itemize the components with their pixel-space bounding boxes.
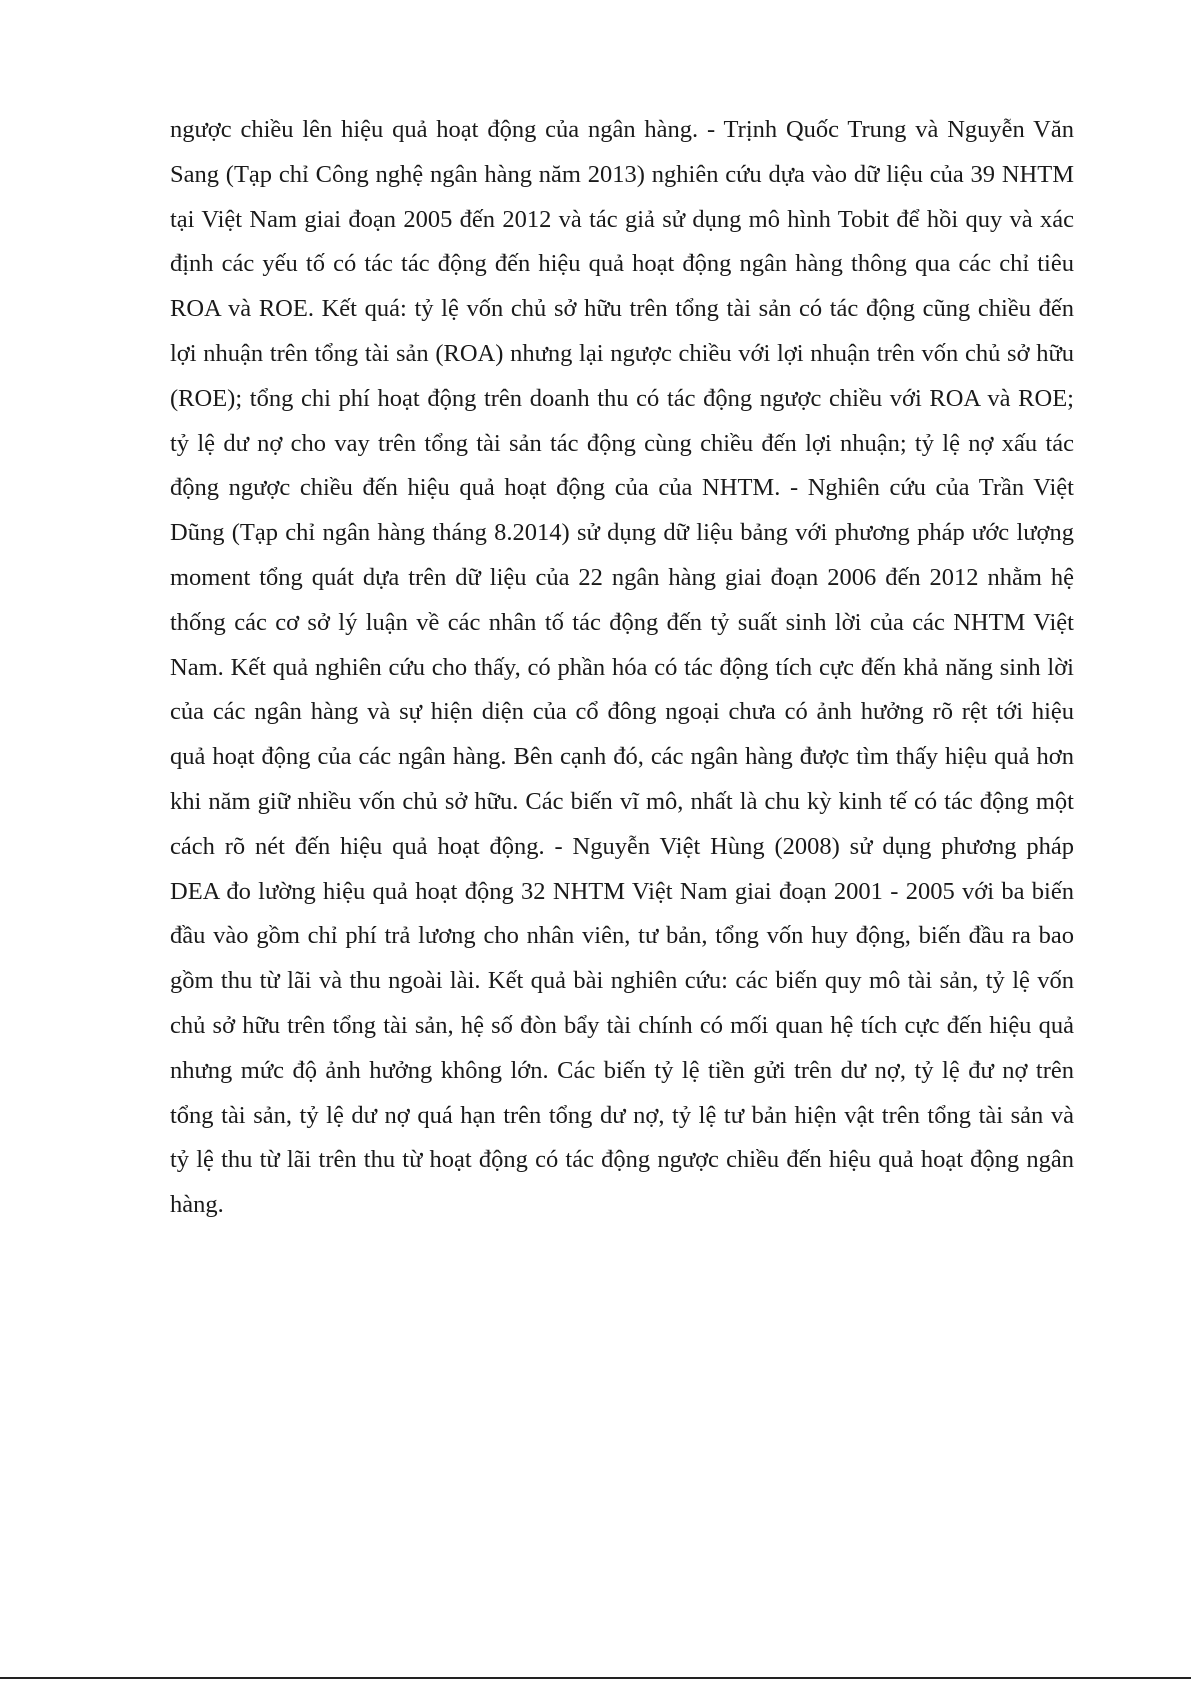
page-bottom-rule <box>0 1677 1191 1679</box>
body-paragraph: ngược chiều lên hiệu quả hoạt động của ngân hàng. - Trịnh Quốc Trung và Nguyễn Văn Sang (Tạp chỉ Công nghệ ngân hàng năm 2013) nghiên cứu dựa vào dữ liệu của 39 NHTM tại Việt Nam giai đoạn 2005 đến 2012 và tác giả sử dụng mô hình Tobit để hồi quy và xác định các yếu tố có tác tác động đến hiệu quả hoạt động ngân hàng thông qua các chỉ tiêu ROA và ROE. Kết quá: tỷ lệ vốn chủ sở hữu trên tổng tài sản có tác động cũng chiều đến lợi nhuận trên tổng tài sản (ROA) nhưng lại ngược chiều với lợi nhuận trên vốn chủ sở hữu (ROE); tổng chi phí hoạt động trên doanh thu có tác động ngược chiều với ROA và ROE; tỷ lệ dư nợ cho vay trên tổng tài sản tác động cùng chiều đến lợi nhuận; tỷ lệ nợ xấu tác động ngược chiều đến hiệu quả hoạt động của của NHTM. - Nghiên cứu của Trần Việt Dũng (Tạp chỉ ngân hàng tháng 8.2014) sử dụng dữ liệu bảng với phương pháp ước lượng moment tổng quát dựa trên dữ liệu của 22 ngân hàng giai đoạn 2006 đến 2012 nhằm hệ thống các cơ sở lý luận về các nhân tố tác động đến tỷ suất sinh lời của các NHTM Việt Nam. Kết quả nghiên cứu cho thấy, có phần hóa có tác động tích cực đến khả năng sinh lời của các ngân hàng và sự hiện diện của cổ đông ngoại chưa có ảnh hưởng rõ rệt tới hiệu quả hoạt động của các ngân hàng. Bên cạnh đó, các ngân hàng được tìm thấy hiệu quả hơn khi năm giữ nhiều vốn chủ sở hữu. Các biến vĩ mô, nhất là chu kỳ kinh tế có tác động một cách rõ nét đến hiệu quả hoạt động. - Nguyễn Việt Hùng (2008) sử dụng phương pháp DEA đo lường hiệu quả hoạt động 32 NHTM Việt Nam giai đoạn 2001 - 2005 với ba biến đầu vào gồm chỉ phí trả lương cho nhân viên, tư bản, tổng vốn huy động, biến đầu ra bao gồm thu từ lãi và thu ngoài lài. Kết quả bài nghiên cứu: các biến quy mô tài sản, tỷ lệ vốn chủ sở hữu trên tổng tài sản, hệ số đòn bẩy tài chính có mối quan hệ tích cực đến hiệu quả nhưng mức độ ảnh hưởng không lớn. Các biến tỷ lệ tiền gửi trên dư nợ, tỷ lệ đư nợ trên tổng tài sản, tỷ lệ dư nợ quá hạn trên tổng dư nợ, tỷ lệ tư bản hiện vật trên tổng tài sản và tỷ lệ thu từ lãi trên thu từ hoạt động có tác động ngược chiều đến hiệu quả hoạt động ngân hàng. <box>170 116 1074 1219</box>
